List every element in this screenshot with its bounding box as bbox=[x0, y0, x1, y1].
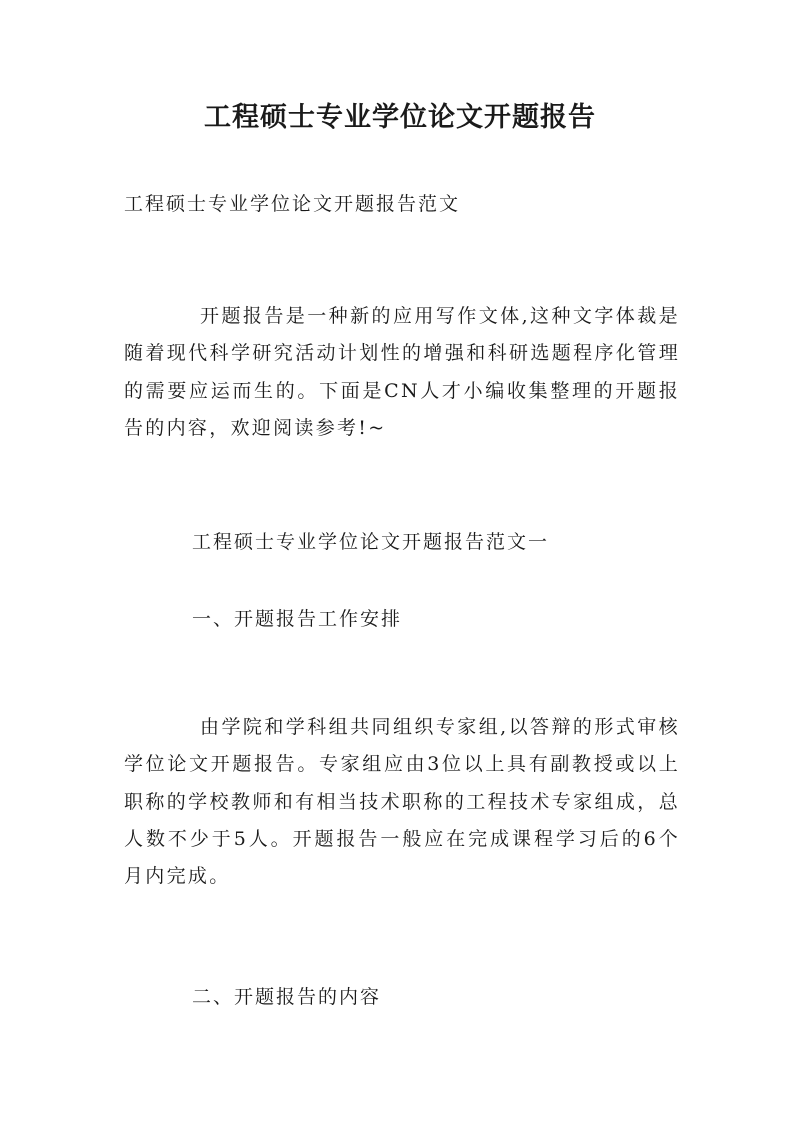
sample-heading: 工程硕士专业学位论文开题报告范文一 bbox=[192, 531, 550, 553]
section-1-heading: 一、开题报告工作安排 bbox=[192, 608, 403, 630]
intro-paragraph: 开题报告是一种新的应用写作文体,这种文字体裁是随着现代科学研究活动计划性的增强和科研选题程序化管理的需要应运而生的。下面是CN人才小编收集整理的开题报告的内容，欢迎阅读参考!~ bbox=[124, 305, 680, 439]
section-1-paragraph: 由学院和学科组共同组织专家组,以答辩的形式审核学位论文开题报告。专家组应由3位以上具有副教授或以上职称的学校教师和有相当技术职称的工程技术专家组成，总人数不少于5人。开题报告一般应在完成课程学习后的6个月内完成。 bbox=[124, 716, 680, 888]
section-2-heading: 二、开题报告的内容 bbox=[192, 986, 382, 1008]
document-title: 工程硕士专业学位论文开题报告 bbox=[204, 102, 596, 133]
document-subtitle: 工程硕士专业学位论文开题报告范文 bbox=[124, 193, 461, 215]
